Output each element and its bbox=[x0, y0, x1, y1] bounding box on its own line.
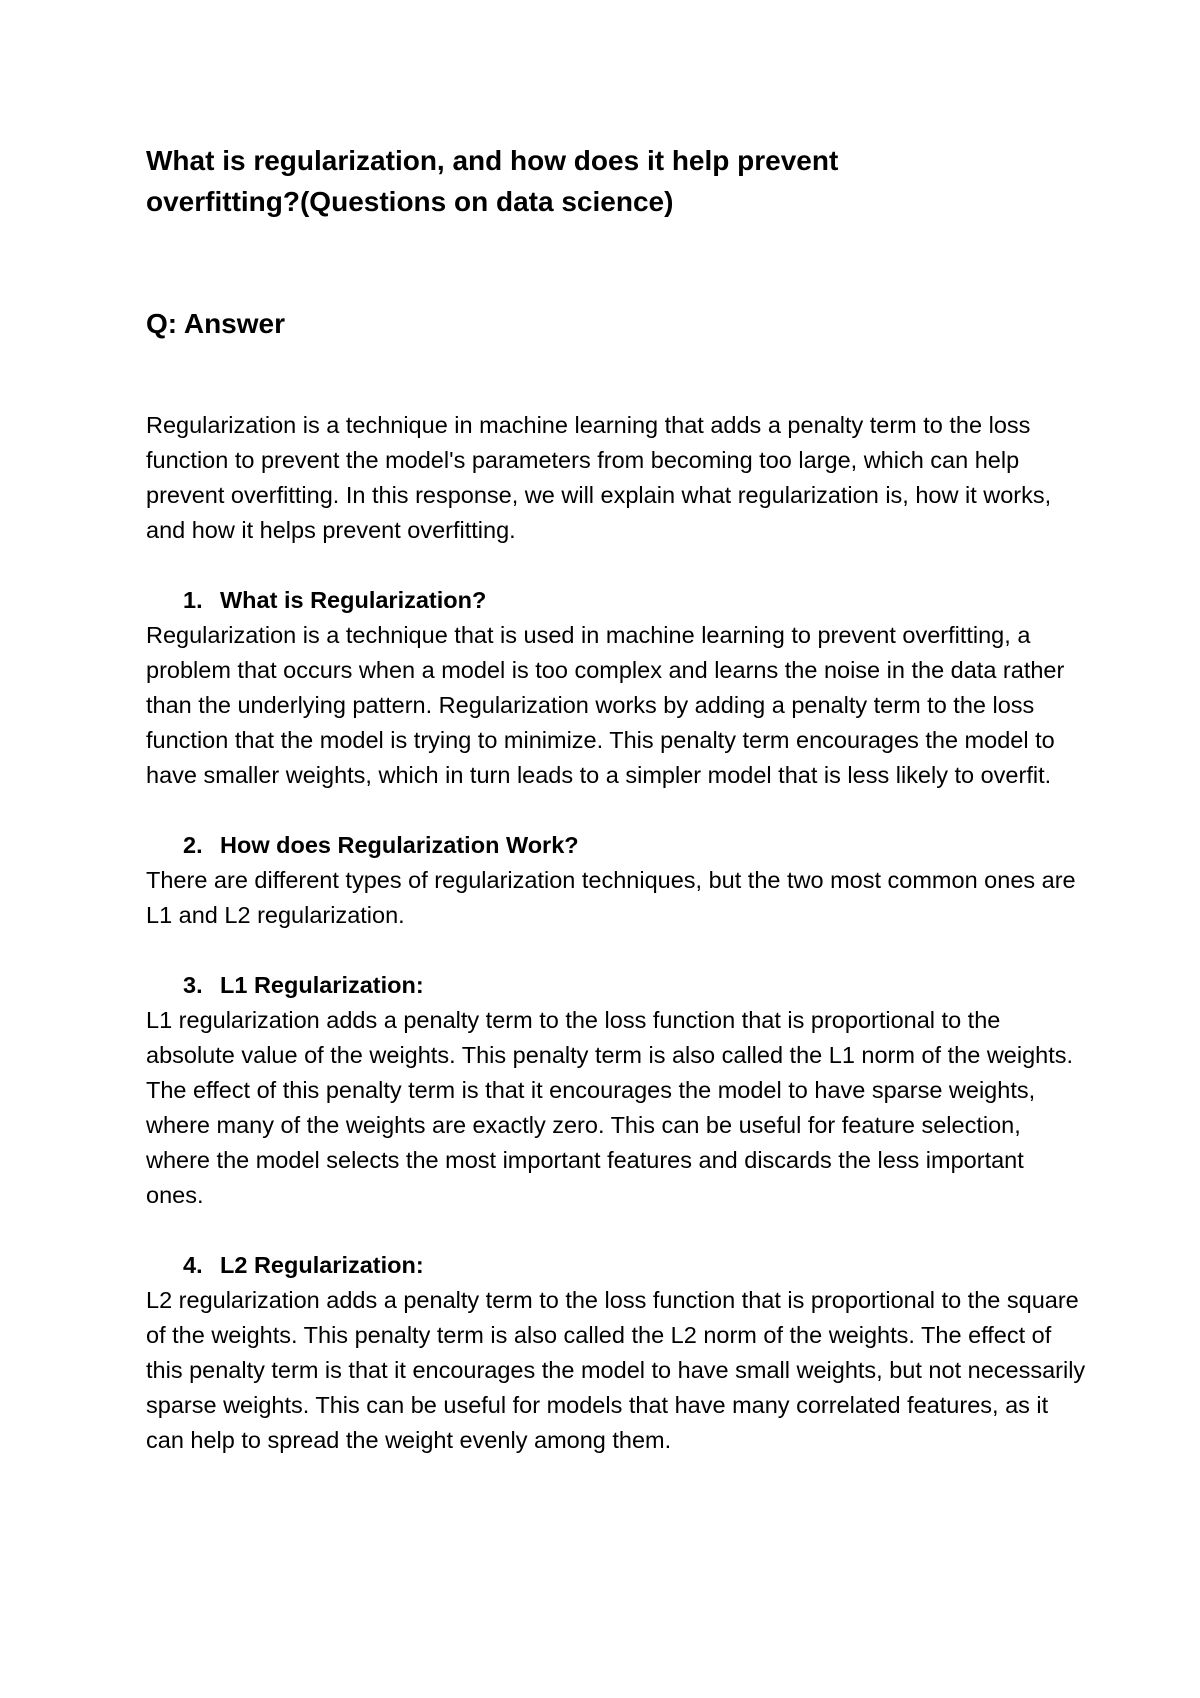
section-l1-regularization bbox=[146, 968, 1086, 1213]
section-body: L1 regularization adds a penalty term to the loss function that is proportional to the absolute value of the weights. This penalty term is also called the L1 norm of the weights. The effect of this penalty term is that it encourages the model to have sparse weights, where many of the weights are exactly zero. This can be useful for feature selection, where the model selects the most important features and discards the less important ones. bbox=[146, 1007, 1074, 1208]
section-number: 3. bbox=[183, 972, 203, 998]
section-title: How does Regularization Work? bbox=[220, 832, 579, 858]
intro-paragraph: Regularization is a technique in machine learning that adds a penalty term to the loss function to prevent the model's parameters from becoming too large, which can help prevent overfitting. In this response, we will explain what regularization is, how it works, and how it helps prevent overfitting. bbox=[146, 412, 1052, 543]
section-what-is-regularization bbox=[146, 583, 1086, 793]
section-title: L2 Regularization: bbox=[220, 1252, 424, 1278]
section-heading bbox=[146, 583, 1086, 618]
section-body: Regularization is a technique that is used in machine learning to prevent overfitting, a problem that occurs when a model is too complex and learns the noise in the data rather than the underlying pattern. Regularization works by adding a penalty term to the loss function that the model is trying to minimize. This penalty term encourages the model to have smaller weights, which in turn leads to a simpler model that is less likely to overfit. bbox=[146, 622, 1065, 788]
section-number: 2. bbox=[183, 832, 203, 858]
section-title: L1 Regularization: bbox=[220, 972, 424, 998]
section-heading bbox=[146, 968, 1086, 1003]
section-title: What is Regularization? bbox=[220, 587, 487, 613]
section-heading bbox=[146, 828, 1086, 863]
section-how-does-regularization-work bbox=[146, 828, 1086, 933]
section-heading bbox=[146, 1248, 1086, 1283]
document-title: What is regularization, and how does it help prevent overfitting?(Questions on data science) bbox=[146, 145, 839, 217]
section-number: 1. bbox=[183, 587, 203, 613]
document-body bbox=[146, 140, 1086, 1458]
section-body: L2 regularization adds a penalty term to the loss function that is proportional to the square of the weights. This penalty term is also called the L2 norm of the weights. The effect of this penalty term is that it encourages the model to have small weights, but not necessarily sparse weights. This can be useful for models that have many correlated features, as it can help to spread the weight evenly among them. bbox=[146, 1287, 1086, 1453]
section-body: There are different types of regularization techniques, but the two most common ones are L1 and L2 regularization. bbox=[146, 867, 1076, 928]
section-number: 4. bbox=[183, 1252, 203, 1278]
section-l2-regularization bbox=[146, 1248, 1086, 1458]
qa-heading: Q: Answer bbox=[146, 308, 285, 339]
